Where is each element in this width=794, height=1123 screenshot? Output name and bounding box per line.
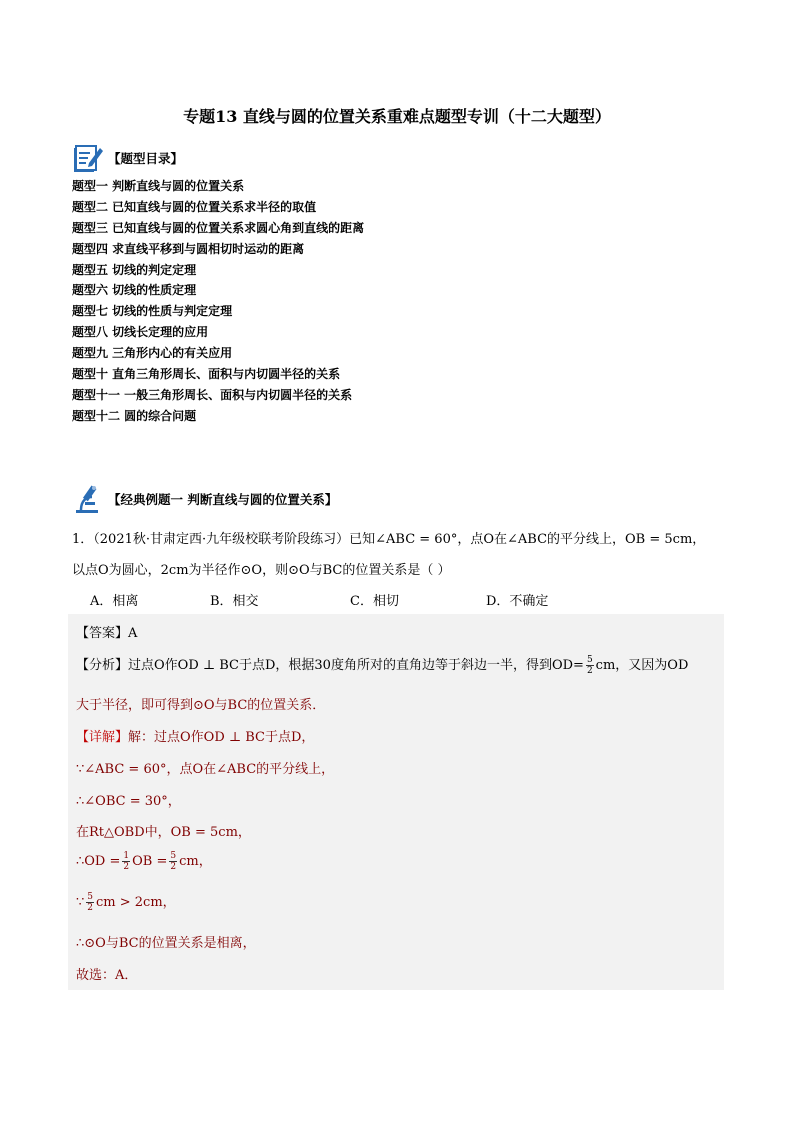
toc-item: 题型四 求直线平移到与圆相切时运动的距离 — [72, 241, 305, 256]
page-title: 专题13 直线与圆的位置关系重难点题型专训（十二大题型） — [183, 107, 611, 126]
toc-item: 题型十一 一般三角形周长、面积与内切圆半径的关系 — [72, 387, 353, 402]
toc-item: 题型二 已知直线与圆的位置关系求半径的取值 — [72, 199, 317, 214]
fraction-denominator: 2 — [87, 903, 94, 913]
step-4 — [76, 850, 212, 872]
step-5-text-b: cm > 2cm， — [96, 895, 176, 910]
fraction-denominator: 2 — [586, 666, 593, 676]
toc-list — [72, 176, 364, 427]
analysis-text-b: cm，又因为OD — [595, 658, 689, 673]
toc-item: 题型九 三角形内心的有关应用 — [72, 346, 233, 361]
step-4-text-a: ∴OD = — [76, 854, 121, 869]
toc-item: 题型三 已知直线与圆的位置关系求圆心角到直线的距离 — [72, 220, 365, 235]
microscope-icon — [72, 483, 104, 515]
step-4-text-c: cm， — [179, 854, 212, 869]
step-4-fraction-2 — [169, 851, 177, 872]
question-line-1: 1．（2021秋·甘肃定西·九年级校联考阶段练习）已知∠ABC = 60°，点O在∠ABC的平分线上，OB = 5cm， — [72, 532, 706, 547]
answer-line — [76, 622, 137, 641]
example-header-label: 【经典例题一 判断直线与圆的位置关系】 — [108, 492, 338, 507]
step-5 — [76, 891, 176, 913]
analysis-line-2: 大于半径，即可得到⊙O与BC的位置关系． — [76, 698, 326, 713]
answer-box — [68, 614, 724, 990]
fraction-numerator: 5 — [586, 655, 593, 665]
toc-item: 题型一 判断直线与圆的位置关系 — [72, 179, 245, 193]
fraction-denominator: 2 — [123, 862, 130, 872]
toc-item: 题型五 切线的判定定理 — [72, 262, 197, 277]
step-6: ∴⊙O与BC的位置关系是相离， — [76, 936, 256, 951]
step-3: 在Rt△OBD中，OB = 5cm， — [76, 825, 251, 840]
fraction-numerator: 1 — [123, 851, 130, 861]
question-line-2: 以点O为圆心，2cm为半径作⊙O，则⊙O与BC的位置关系是（ ） — [72, 563, 451, 578]
step-2: ∴∠OBC = 30°， — [76, 794, 181, 809]
toc-item: 题型十二 圆的综合问题 — [72, 408, 197, 423]
example-section-header — [72, 482, 337, 516]
detail-label: 【详解】 — [76, 730, 129, 745]
fraction-denominator: 2 — [170, 862, 177, 872]
step-5-fraction — [86, 892, 94, 913]
analysis-text-a: 过点O作OD ⊥ BC于点D，根据30度角所对的直角边等于斜边一半，得到OD= — [128, 658, 584, 673]
step-4-text-b: OB = — [132, 854, 168, 869]
fraction-numerator: 5 — [170, 851, 177, 861]
conclusion: 故选：A． — [76, 968, 138, 983]
fraction-numerator: 5 — [87, 892, 94, 902]
toc-item: 题型六 切线的性质定理 — [72, 283, 197, 298]
toc-header-label: 【题型目录】 — [108, 151, 184, 166]
step-5-text-a: ∵ — [76, 895, 85, 910]
option-d: D．不确定 — [486, 594, 549, 609]
step-4-fraction-1 — [122, 851, 130, 872]
option-a: A．相离 — [90, 594, 139, 609]
analysis-label: 【分析】 — [76, 658, 129, 673]
analysis-line-1 — [76, 654, 688, 676]
toc-item: 题型八 切线长定理的应用 — [72, 325, 209, 340]
toc-item: 题型七 切线的性质与判定定理 — [72, 304, 233, 319]
detail-line — [76, 726, 314, 745]
step-1: ∵∠ABC = 60°，点O在∠ABC的平分线上， — [76, 762, 335, 777]
toc-section-header — [72, 141, 183, 175]
answer-label: 【答案】 — [76, 626, 129, 641]
answer-value: A — [128, 626, 138, 641]
analysis-fraction — [586, 655, 594, 676]
toc-item: 题型十 直角三角形周长、面积与内切圆半径的关系 — [72, 367, 341, 382]
notepad-pencil-icon — [72, 142, 104, 174]
option-c: C．相切 — [350, 594, 399, 609]
option-b: B．相交 — [210, 594, 259, 609]
detail-lead: 解：过点O作OD ⊥ BC于点D， — [128, 730, 315, 745]
